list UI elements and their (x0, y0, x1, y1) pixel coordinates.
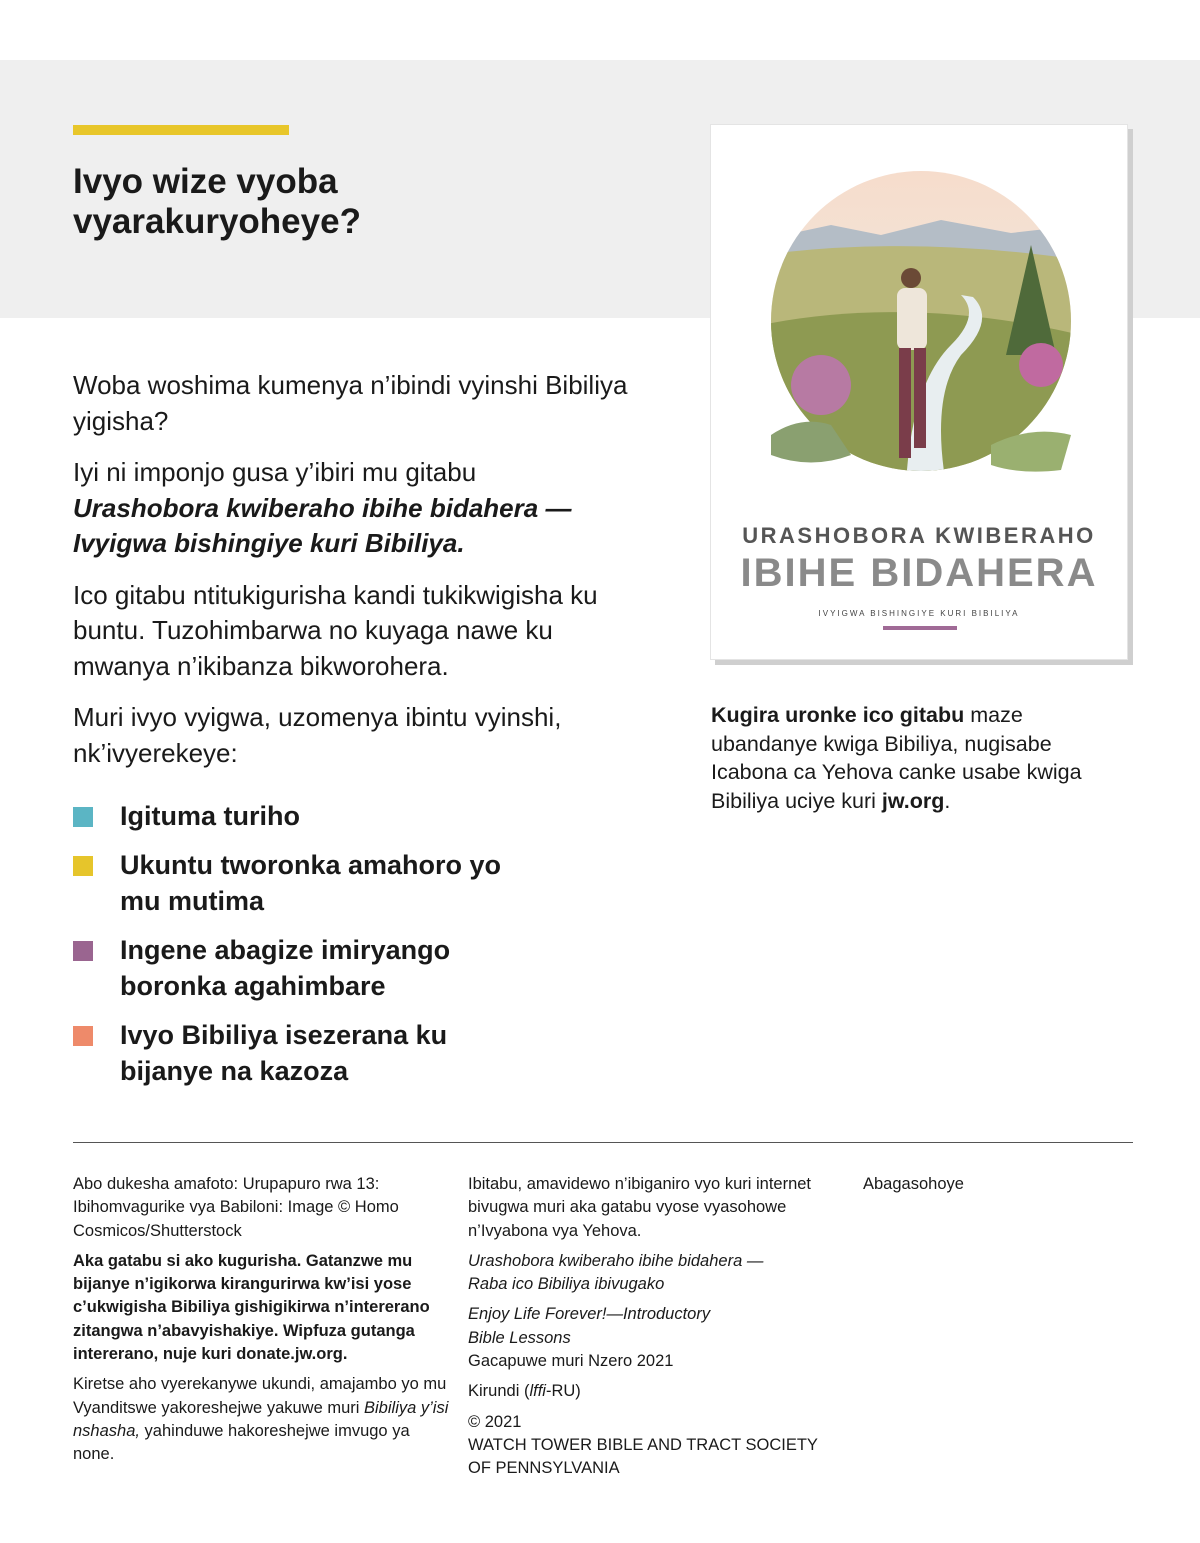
bullet-square (73, 807, 93, 827)
language-code (468, 1380, 828, 1403)
cover-illustration (711, 125, 1129, 515)
jw-org-link[interactable]: jw.org (881, 788, 945, 813)
intro-p3: Ico gitabu ntitukigurisha kandi tukikwigisha ku buntu. Tuzohimbarwa no kuyaga nawe ku mwanya n’ikibanza bikworohera. (73, 579, 598, 681)
topic-list (73, 798, 633, 1102)
divider (73, 1142, 1133, 1143)
bullet-square (73, 941, 93, 961)
intro-p4: Muri ivyo vyigwa, uzomenya ibintu vyinshi, nk’ivyerekeye: (73, 702, 562, 768)
intro-p2 (73, 455, 633, 562)
request-note-text: maze ubandanye kwiga Bibiliya, nugisabe Icabona ca Yehova canke usabe kwiga Bibiliya uciye kuri (711, 703, 1082, 813)
book-title: Urashobora kwiberaho ibihe bidahera —Ivyigwa bishingiye kuri Bibiliya. (73, 492, 572, 558)
request-note-bold: Kugira uronke ico gitabu (711, 703, 965, 727)
bible-name: Bibiliya y’isi nshasha, (73, 1398, 449, 1440)
donation-note: Aka gatabu si ako kugurisha. Gatanzwe mu bijanye n’igikorwa kirangurirwa kw’isi yose c’ukwigisha Bibiliya gishigikirwa n’intererano zitangwa n’abavyishakiye. Wipfuza gutanga intererano, nuje kuri donate.jw.org. (73, 1251, 430, 1364)
title-kirundi: Urashobora kwiberaho ibihe bidahera —Raba ico Bibiliya ibivugako (468, 1251, 764, 1294)
organization: WATCH TOWER BIBLE AND TRACT SOCIETY OF PENNSYLVANIA (468, 1435, 818, 1478)
list-item-label: Igituma turiho (120, 801, 300, 831)
printed-date: Gacapuwe muri Nzero 2021 (468, 1352, 674, 1371)
bullet-square (73, 1026, 93, 1046)
copyright: © 2021 (468, 1412, 522, 1431)
cover-title-line2: IBIHE BIDAHERA (740, 551, 1098, 595)
lang-text: Kirundi ( (468, 1382, 530, 1401)
title-english: Enjoy Life Forever!—Introductory Bible Lessons (468, 1305, 711, 1347)
scripture-note (73, 1373, 453, 1466)
publishers-label: Abagasohoye (863, 1175, 964, 1193)
list-item-label: Ukuntu tworonka amahoro yo mu mutima (120, 850, 502, 916)
intro-text (73, 368, 633, 787)
scripture-text-end: yahinduwe hakoreshejwe imvugo ya none. (73, 1421, 410, 1464)
list-item (73, 847, 513, 919)
footer-col-3 (863, 1173, 964, 1203)
cover-accent-bar (883, 626, 957, 630)
lang-code: lffi (529, 1382, 546, 1401)
accent-bar (73, 125, 289, 135)
footer-col-1 (73, 1173, 453, 1474)
footer-col-2 (468, 1173, 828, 1488)
list-item-label: Ingene abagize imiryango boronka agahimbare (120, 935, 451, 1001)
intro-p2-lead: Iyi ni imponjo gusa y’ibiri mu gitabu (73, 457, 477, 487)
lang-suffix: -RU) (545, 1382, 581, 1401)
scripture-text: Kiretse aho vyerekanywe ukundi, amajambo yo mu Vyanditswe yakoreshejwe yakuwe muri (73, 1375, 447, 1417)
cover-title-line1: URASHOBORA KWIBERAHO (742, 523, 1096, 548)
list-item (73, 932, 513, 1004)
cover-subtitle: IVYIGWA BISHINGIYE KURI BIBILIYA (818, 609, 1020, 618)
punctuation: . (944, 788, 951, 813)
list-item (73, 1017, 473, 1089)
list-item-label: Ivyo Bibiliya isezerana ku bijanye na kazoza (120, 1020, 448, 1086)
book-cover (710, 124, 1128, 660)
publisher-note: Ibitabu, amavidewo n’ibiganiro vyo kuri internet bivugwa muri aka gatabu vyose vyasohowe n’Ivyabona vya Yehova. (468, 1175, 812, 1240)
bullet-square (73, 856, 93, 876)
intro-p1: Woba woshima kumenya n’ibindi vyinshi Bibiliya yigisha? (73, 370, 628, 436)
request-note (711, 701, 1131, 815)
photo-credits: Abo dukesha amafoto: Urupapuro rwa 13: Ibihomvagurike vya Babiloni: Image © Homo Cosmicos/Shutterstock (73, 1175, 399, 1240)
list-item (73, 798, 633, 834)
page-title: Ivyo wize vyoba vyarakuryoheye? (73, 162, 361, 241)
